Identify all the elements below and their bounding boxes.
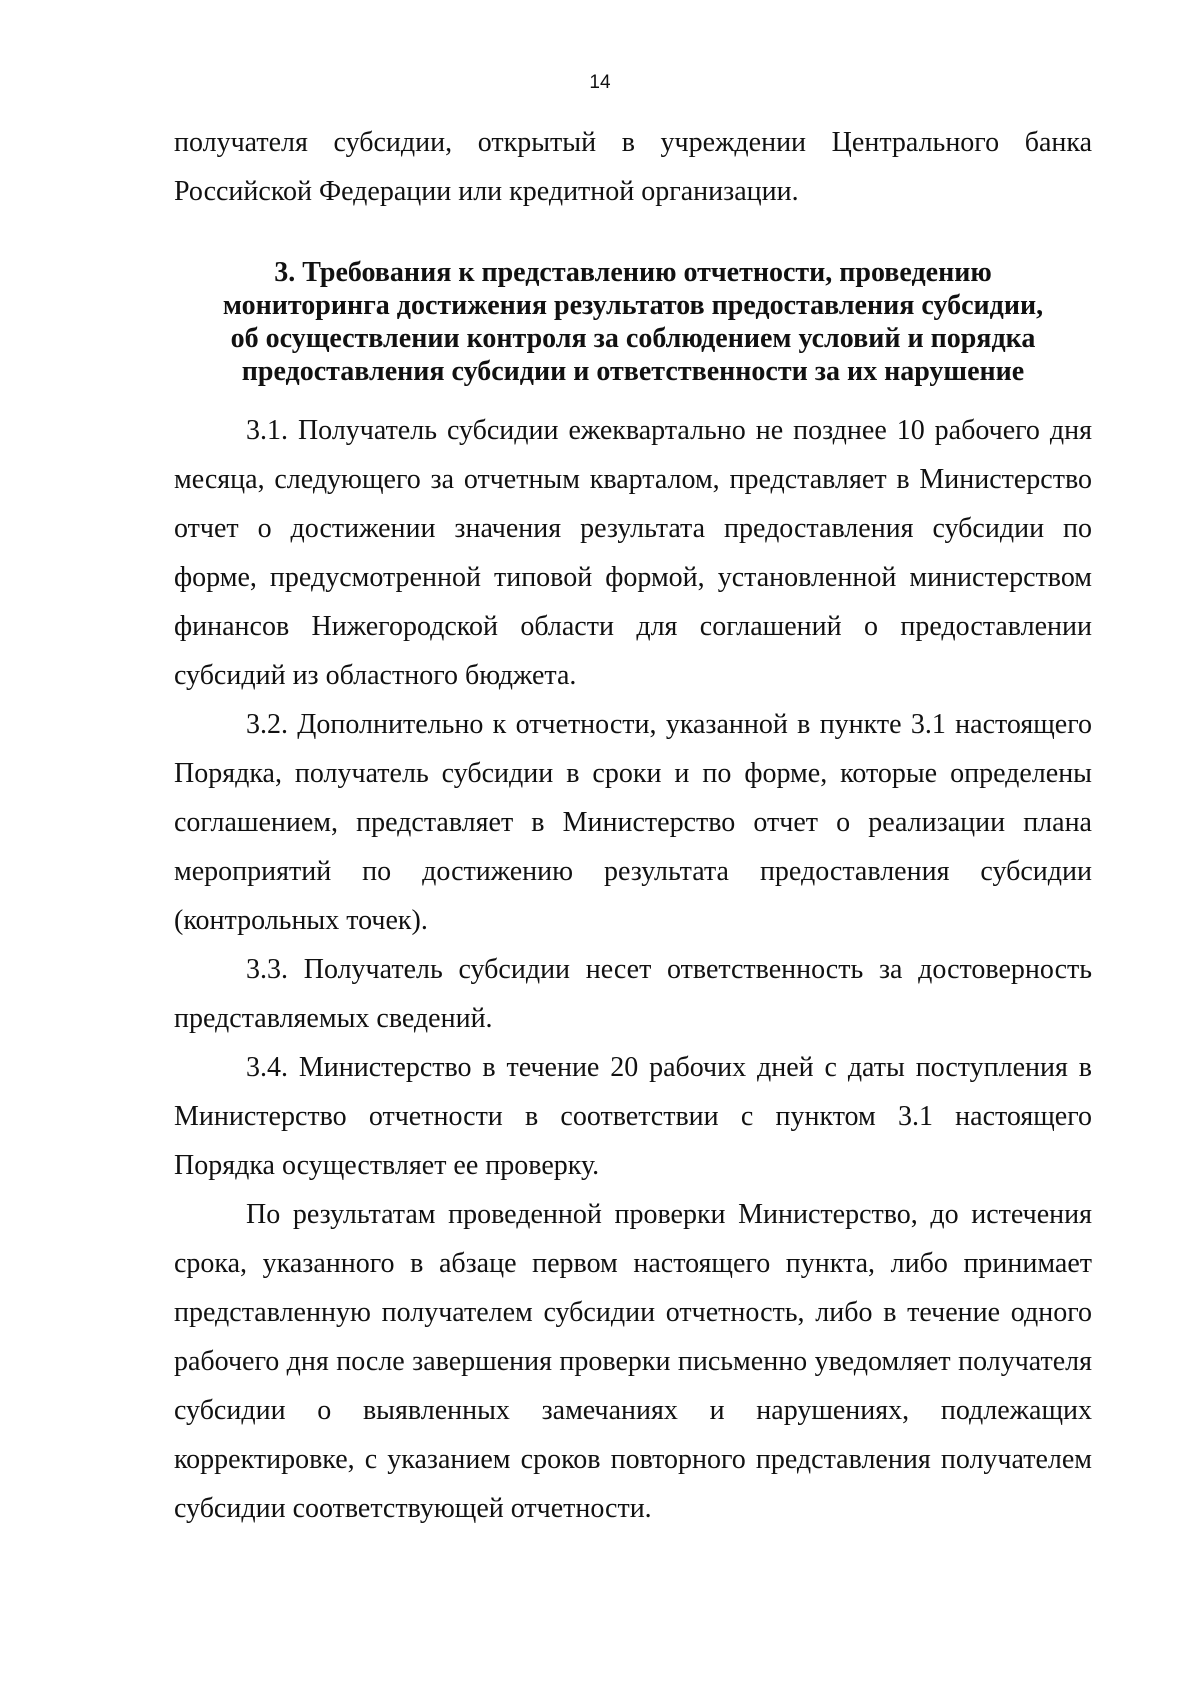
document-body [174, 118, 1092, 1533]
paragraph-3-4-continued: По результатам проведенной проверки Министерство, до истечения срока, указанного в абзаце первом настоящего пункта, либо принимает представленную получателем субсидии отчетность, либо в течение одного рабочего дня после завершения проверки письменно уведомляет получателя субсидии о выявленных замечаниях и нарушениях, подлежащих корректировке, с указанием сроков повторного представления получателем субсидии соответствующей отчетности. [174, 1199, 1092, 1524]
paragraph-3-3: 3.3. Получатель субсидии несет ответственность за достоверность представляемых сведений. [174, 954, 1092, 1034]
page-number: 14 [589, 72, 611, 93]
section-heading-line: мониторинга достижения результатов предоставления субсидии, [222, 290, 1044, 321]
intro-paragraph: получателя субсидии, открытый в учреждении Центрального банка Российской Федерации или кредитной организации. [174, 127, 1092, 207]
section-heading-line: об осуществлении контроля за соблюдением условий и порядка [230, 323, 1036, 354]
paragraph-3-1: 3.1. Получатель субсидии ежеквартально не позднее 10 рабочего дня месяца, следующего за отчетным кварталом, представляет в Министерство отчет о достижении значения результата предоставления субсидии по форме, предусмотренной типовой формой, установленной министерством финансов Нижегородской области для соглашений о предоставлении субсидий из областного бюджета. [174, 415, 1092, 691]
section-heading [174, 256, 1092, 388]
paragraph-3-4: 3.4. Министерство в течение 20 рабочих дней с даты поступления в Министерство отчетности в соответствии с пунктом 3.1 настоящего Порядка осуществляет ее проверку. [174, 1052, 1092, 1181]
section-heading-line: 3. Требования к представлению отчетности, проведению [274, 257, 992, 288]
paragraph-3-2: 3.2. Дополнительно к отчетности, указанной в пункте 3.1 настоящего Порядка, получатель субсидии в сроки и по форме, которые определены соглашением, представляет в Министерство отчет о реализации плана мероприятий по достижению результата предоставления субсидии (контрольных точек). [174, 709, 1092, 936]
section-heading-line: предоставления субсидии и ответственности за их нарушение [241, 356, 1025, 387]
